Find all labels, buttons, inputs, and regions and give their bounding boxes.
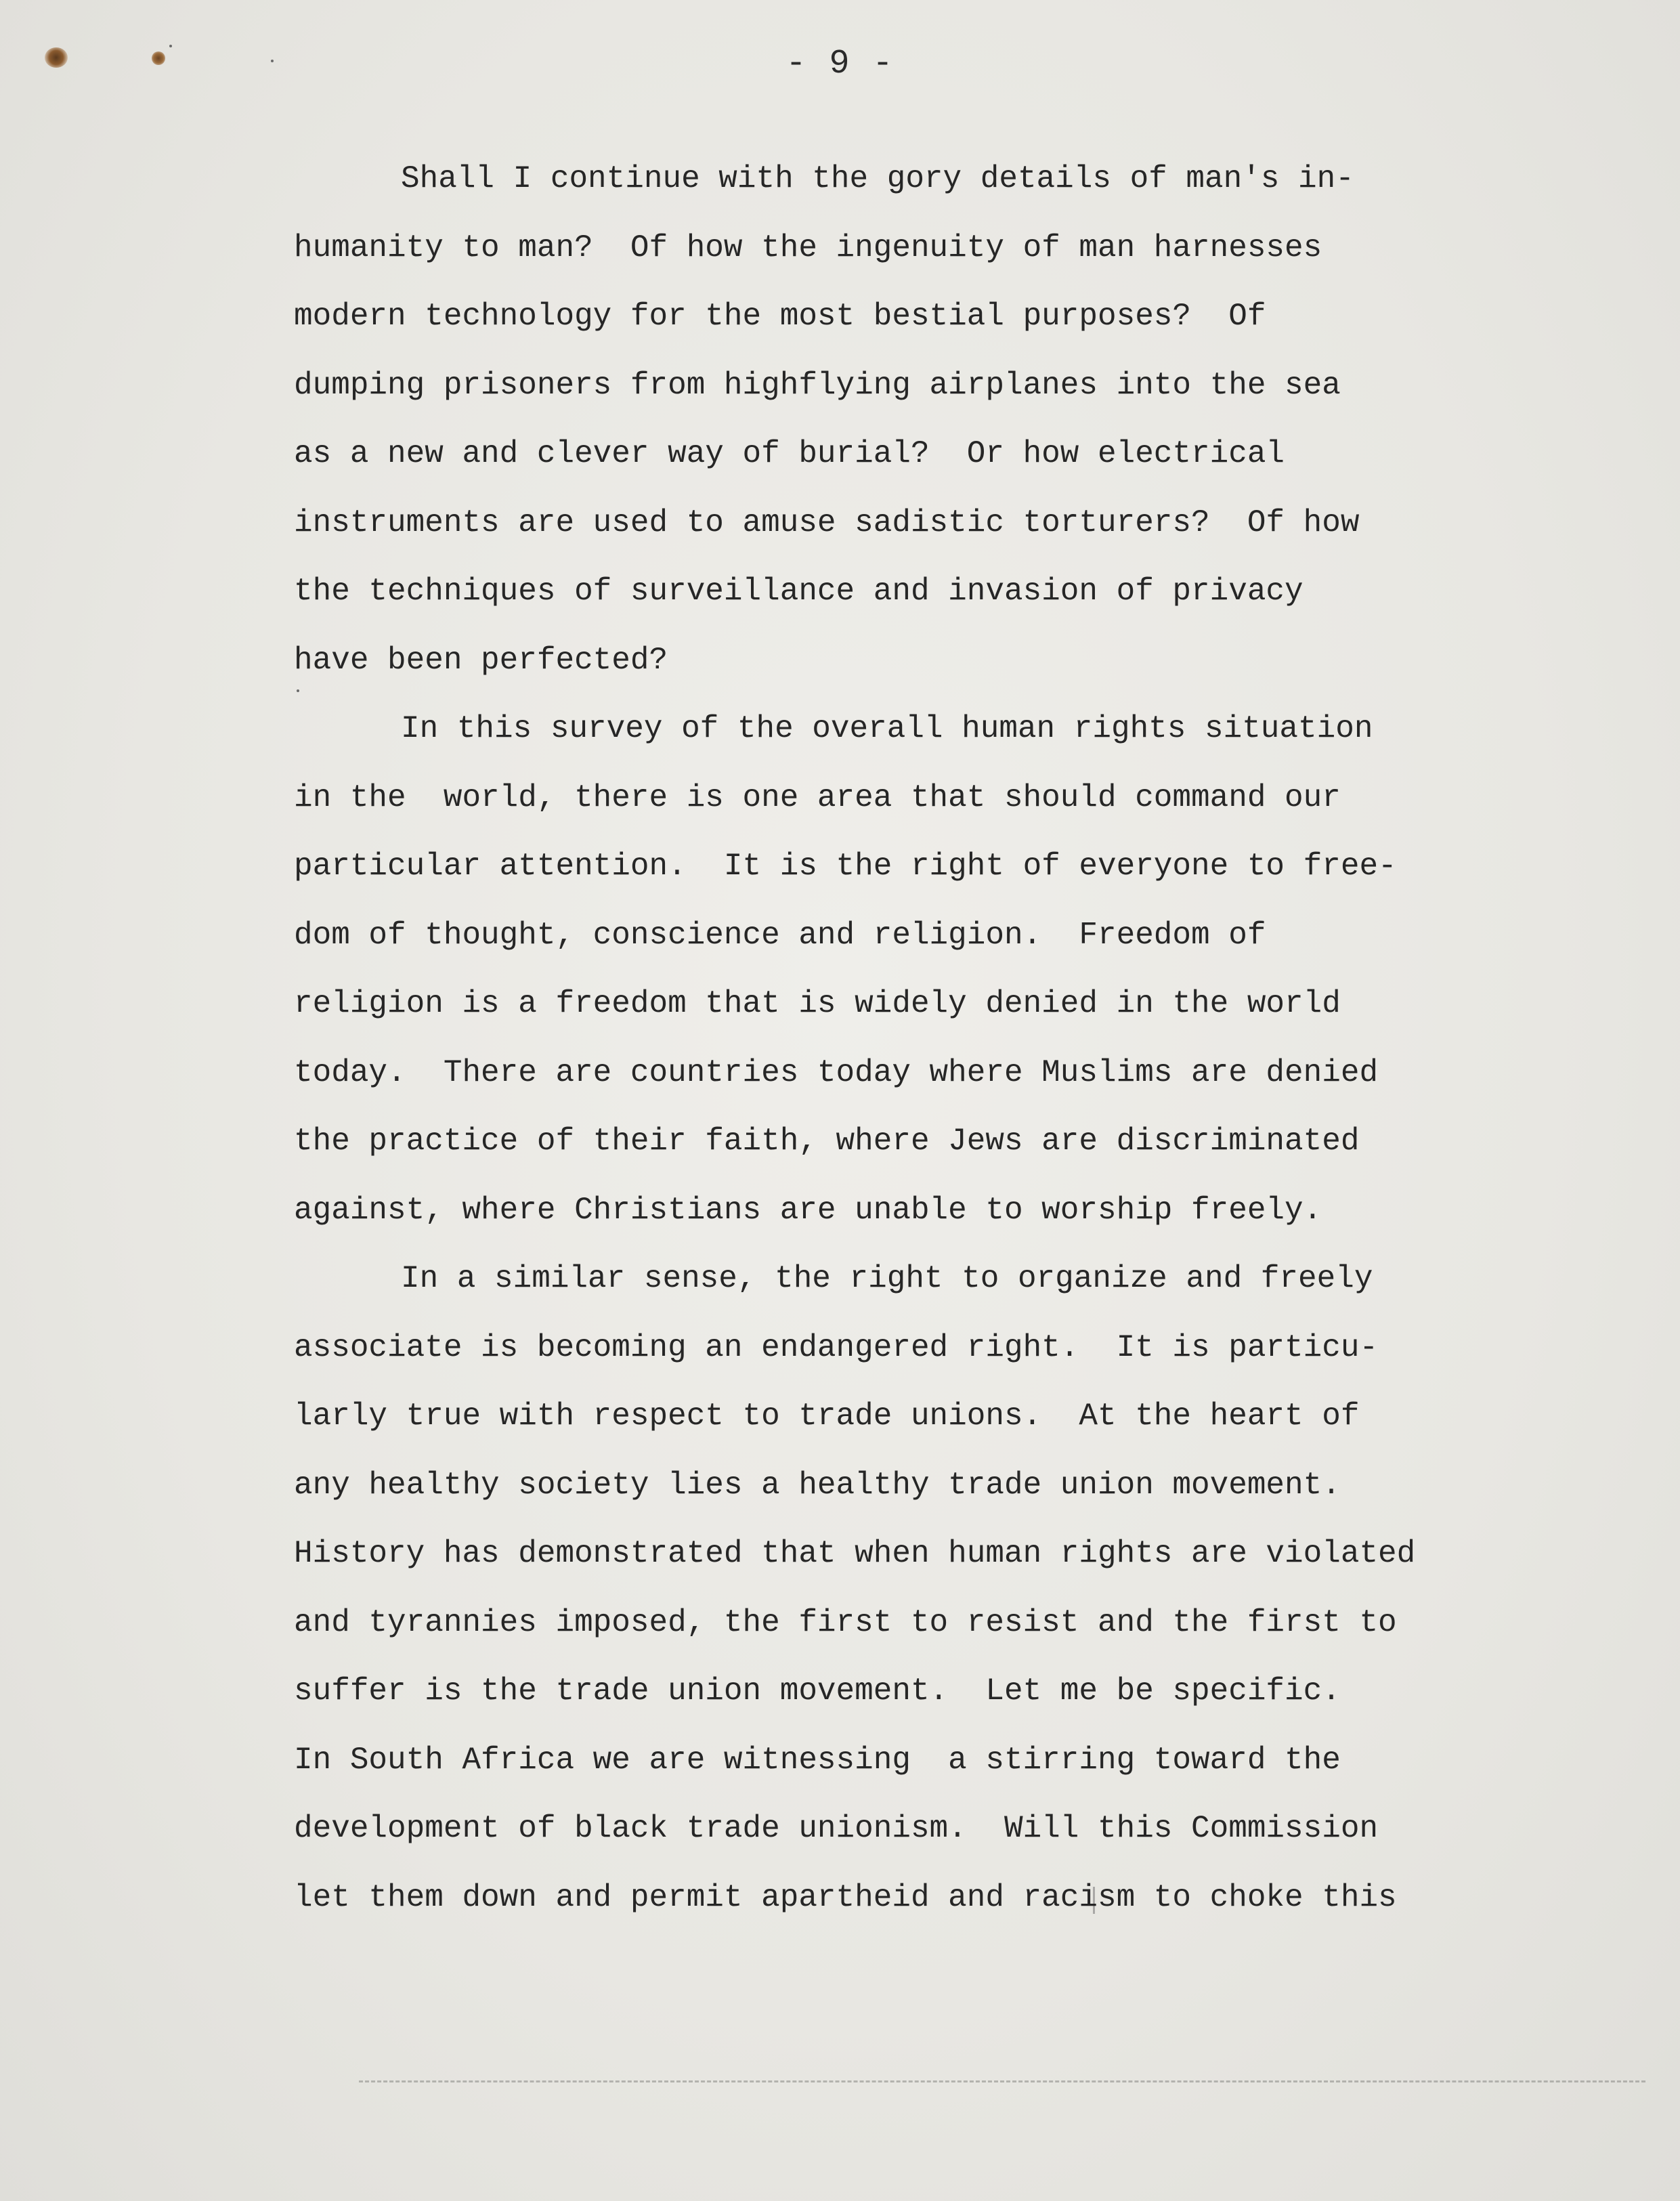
text-line: In this survey of the overall human rights situation — [401, 711, 1373, 746]
text-line: History has demonstrated that when human rights are violated — [294, 1536, 1416, 1571]
text-line: suffer is the trade union movement. Let me be specific. — [294, 1673, 1341, 1709]
paragraph — [294, 695, 1580, 1245]
text-line: have been perfected? — [294, 642, 668, 678]
text-line: today. There are countries today where Muslims are denied — [294, 1054, 1379, 1090]
text-line: religion is a freedom that is widely denied in the world — [294, 986, 1341, 1021]
body-text — [294, 145, 1580, 1932]
text-line: as a new and clever way of burial? Or how electrical — [294, 436, 1285, 471]
text-line: and tyrannies imposed, the first to resist and the first to — [294, 1604, 1397, 1640]
text-line: against, where Christians are unable to worship freely. — [294, 1192, 1322, 1228]
text-line: development of black trade unionism. Will this Commission — [294, 1811, 1379, 1846]
text-line: in the world, there is one area that should command our — [294, 779, 1341, 815]
scan-artifact-line — [359, 2080, 1645, 2082]
text-line: instruments are used to amuse sadistic torturers? Of how — [294, 505, 1360, 540]
page-number: - 9 - — [785, 45, 895, 83]
text-line: humanity to man? Of how the ingenuity of man harnesses — [294, 230, 1322, 265]
text-line: dumping prisoners from highflying airplanes into the sea — [294, 367, 1341, 403]
text-line: In a similar sense, the right to organize and freely — [401, 1261, 1373, 1296]
text-line: dom of thought, conscience and religion. Freedom of — [294, 917, 1266, 953]
text-line: modern technology for the most bestial purposes? Of — [294, 299, 1266, 334]
text-line: any healthy society lies a healthy trade union movement. — [294, 1467, 1341, 1503]
paragraph — [294, 1245, 1580, 1932]
text-line: let them down and permit apartheid and racism to choke this — [294, 1879, 1397, 1915]
text-line: the practice of their faith, where Jews are discriminated — [294, 1124, 1360, 1159]
text-line: the techniques of surveillance and invasion of privacy — [294, 574, 1304, 609]
text-line: Shall I continue with the gory details of man's in- — [401, 161, 1354, 196]
text-line: particular attention. It is the right of everyone to free- — [294, 849, 1397, 884]
text-line: larly true with respect to trade unions. At the heart of — [294, 1398, 1360, 1434]
text-line: associate is becoming an endangered right. It is particu- — [294, 1329, 1379, 1365]
text-line: In South Africa we are witnessing a stirring toward the — [294, 1742, 1341, 1778]
paragraph — [294, 145, 1580, 695]
